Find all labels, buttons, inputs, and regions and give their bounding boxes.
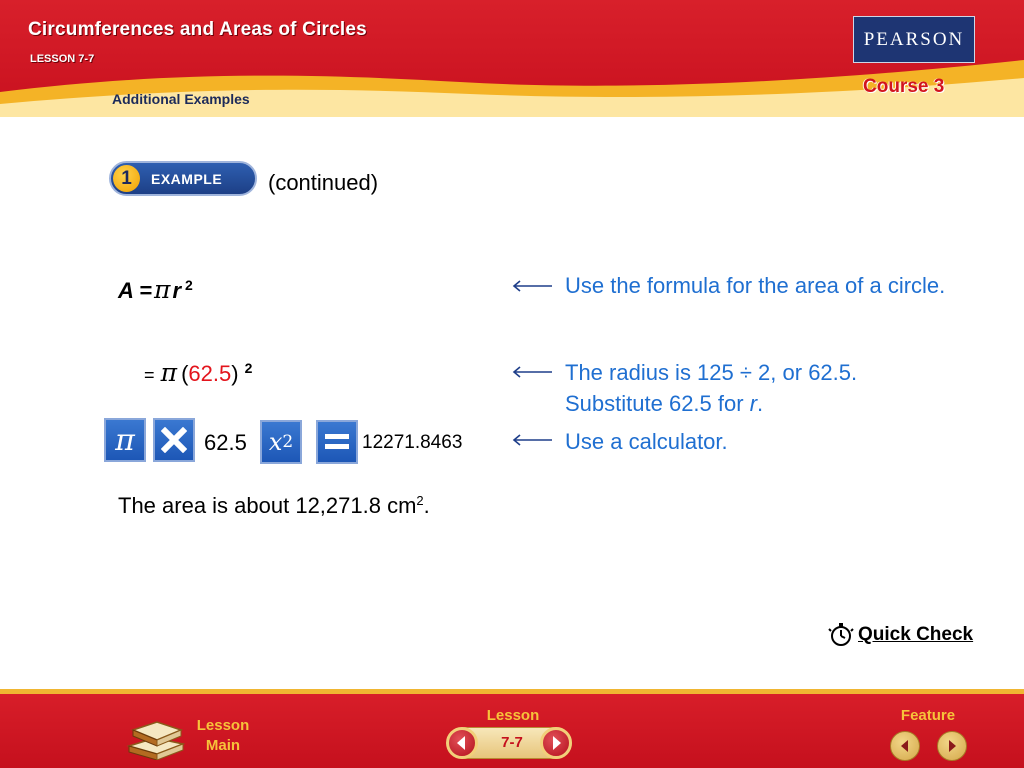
page-title: Circumferences and Areas of Circles bbox=[28, 19, 367, 40]
note-formula: Use the formula for the area of a circle. bbox=[565, 273, 946, 298]
quick-check-label[interactable]: Quick Check bbox=[858, 624, 974, 645]
x-squared-exp: 2 bbox=[282, 432, 294, 452]
left-arrow-icon bbox=[512, 280, 552, 292]
lesson-number: 7-7 bbox=[501, 734, 523, 751]
stopwatch-icon bbox=[828, 622, 854, 648]
exponent: 2 bbox=[185, 277, 193, 293]
lesson-label: LESSON 7-7 bbox=[30, 53, 95, 65]
left-arrow-icon bbox=[512, 366, 552, 378]
feature-nav-label: Feature bbox=[900, 707, 956, 724]
feature-prev-button[interactable] bbox=[890, 731, 920, 761]
course-label: Course 3 bbox=[863, 76, 945, 97]
arrow-right-icon bbox=[938, 732, 966, 760]
x-squared-base: x bbox=[268, 428, 283, 456]
exponent: 2 bbox=[244, 360, 253, 376]
substitution-line bbox=[144, 358, 252, 387]
note-radius-text: The radius is 125 ÷ 2, or 62.5. Substitute 62.5 for bbox=[565, 360, 858, 416]
note-radius-period: . bbox=[757, 391, 764, 416]
calculator-entry: 62.5 bbox=[204, 430, 247, 455]
answer-statement bbox=[118, 493, 430, 519]
answer-text: The area is about 12,271.8 cm bbox=[118, 493, 417, 518]
answer-period: . bbox=[423, 493, 430, 518]
pearson-logo: PEARSON bbox=[853, 16, 975, 63]
pi-symbol: π bbox=[154, 275, 171, 304]
arrow-left-icon bbox=[891, 732, 919, 760]
lesson-main-line2: Main bbox=[205, 737, 241, 754]
note-radius-var: r bbox=[749, 391, 758, 416]
x-squared-key-icon bbox=[260, 420, 302, 464]
continued-label: (continued) bbox=[268, 170, 379, 195]
lesson-next-button[interactable] bbox=[540, 727, 572, 759]
note-calculator: Use a calculator. bbox=[565, 429, 728, 454]
example-number: 1 bbox=[113, 165, 140, 192]
example-badge bbox=[109, 161, 257, 196]
left-arrow-icon bbox=[512, 434, 552, 446]
lesson-nav-label: Lesson bbox=[486, 707, 540, 724]
feature-next-button[interactable] bbox=[937, 731, 967, 761]
arrow-right-icon bbox=[543, 730, 569, 756]
radius-value: 62.5 bbox=[188, 361, 232, 386]
formula-lhs: A = bbox=[118, 278, 153, 303]
area-formula bbox=[118, 275, 193, 304]
pi-key-icon: π bbox=[104, 418, 146, 462]
section-subtitle: Additional Examples bbox=[112, 91, 250, 107]
multiply-icon bbox=[161, 427, 187, 453]
note-radius bbox=[565, 357, 895, 419]
calculator-result: 12271.8463 bbox=[362, 432, 463, 453]
arrow-left-icon bbox=[449, 730, 475, 756]
footer-divider bbox=[0, 689, 1024, 694]
book-stack-icon[interactable] bbox=[125, 712, 185, 760]
open-paren: ( bbox=[181, 361, 189, 386]
quick-check-link[interactable] bbox=[828, 622, 973, 648]
equals-key-icon bbox=[316, 420, 358, 464]
equals-sign: = bbox=[144, 365, 155, 385]
example-label: EXAMPLE bbox=[151, 171, 223, 187]
lesson-prev-button[interactable] bbox=[446, 727, 478, 759]
multiply-key-icon bbox=[153, 418, 195, 462]
pi-symbol: π bbox=[160, 358, 178, 387]
lesson-main-link[interactable] bbox=[190, 716, 256, 756]
lesson-main-line1: Lesson bbox=[196, 717, 250, 734]
radius-variable: r bbox=[172, 278, 182, 303]
equals-icon bbox=[324, 431, 350, 453]
close-paren: ) bbox=[231, 361, 239, 386]
answer-exponent: 2 bbox=[416, 493, 424, 508]
